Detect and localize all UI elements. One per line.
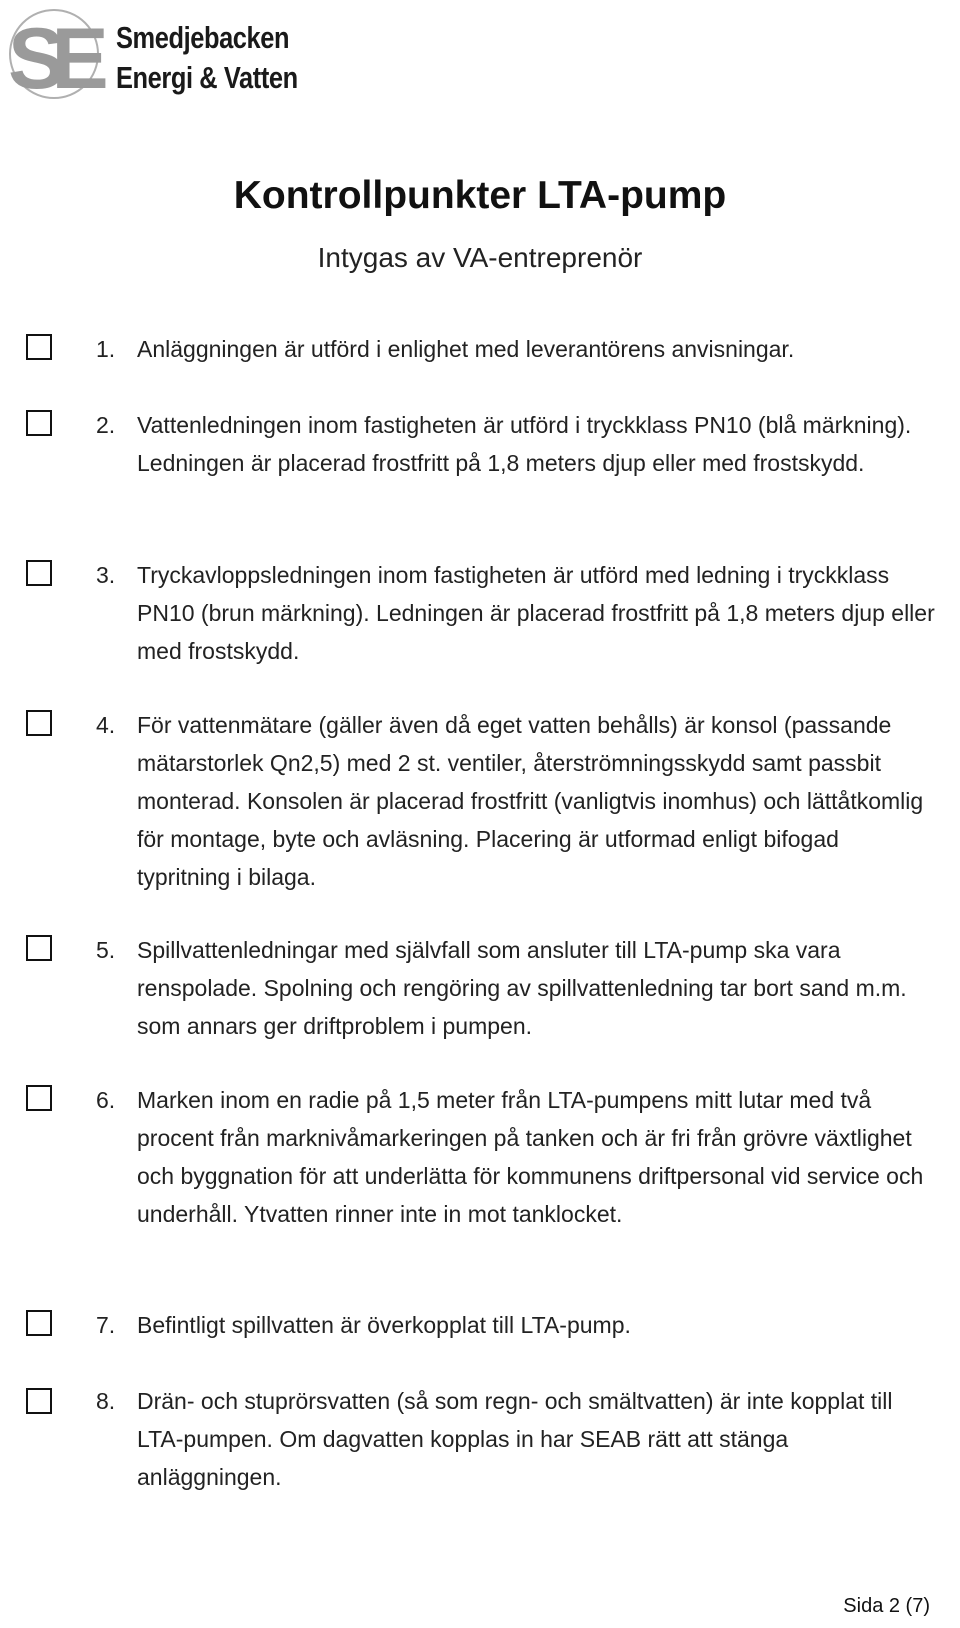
item-number: 6.: [96, 1087, 116, 1113]
logo-text-line1: Smedjebacken: [116, 20, 290, 55]
logo-text-line2: Energi & Vatten: [116, 60, 298, 95]
checkbox-item-4[interactable]: [26, 710, 52, 736]
item-text: Tryckavloppsledningen inom fastigheten är utförd med ledning i tryckklass PN10 (brun märkning). Ledningen är placerad frostfritt på 1,8 meters djup eller med frostskydd.: [137, 562, 935, 664]
checkbox-item-7[interactable]: [26, 1310, 52, 1336]
item-number: 4.: [96, 712, 116, 738]
page-title: Kontrollpunkter LTA-pump: [233, 174, 727, 217]
item-text: Anläggningen är utförd i enlighet med leverantörens anvisningar.: [137, 336, 795, 362]
checkbox-item-1[interactable]: [26, 334, 52, 360]
item-text: Befintligt spillvatten är överkopplat till LTA-pump.: [137, 1312, 631, 1338]
checkbox-item-3[interactable]: [26, 560, 52, 586]
item-number: 5.: [96, 937, 116, 963]
checkbox-item-6[interactable]: [26, 1085, 52, 1111]
item-number: 8.: [96, 1388, 116, 1414]
checkbox-item-2[interactable]: [26, 410, 52, 436]
item-number: 2.: [96, 412, 116, 438]
item-text: För vattenmätare (gäller även då eget vatten behålls) är konsol (passande mätarstorlek Qn2,5) med 2 st. ventiler, återströmningsskydd samt passbit monterad. Konsolen är placerad frostfritt (vanligtvis inomhus) och lättåtkomlig för montage, byte och avläsning. Placering är utformad enligt bifogad typritning i bilaga.: [137, 712, 924, 890]
item-number: 7.: [96, 1312, 116, 1338]
se-logo-mark: [6, 6, 116, 106]
checkbox-item-8[interactable]: [26, 1388, 52, 1414]
svg-text:SE: SE: [8, 11, 95, 106]
item-text: Drän- och stuprörsvatten (så som regn- och smältvatten) är inte kopplat till LTA-pumpen. Om dagvatten kopplas in har SEAB rätt att stänga anläggningen.: [137, 1388, 893, 1490]
page-number: Sida 2 (7): [843, 1595, 930, 1617]
item-text: Spillvattenledningar med självfall som ansluter till LTA-pump ska vara renspolade. Spolning och rengöring av spillvattenledning tar bort sand m.m. som annars ger driftproblem i pumpen.: [137, 937, 907, 1039]
item-number: 3.: [96, 562, 116, 588]
item-text: Marken inom en radie på 1,5 meter från LTA-pumpens mitt lutar med två procent från marknivåmarkeringen på tanken och är fri från grövre växtlighet och byggnation för att underlätta för kommunens driftpersonal vid service och underhåll. Ytvatten rinner inte in mot tanklocket.: [137, 1087, 924, 1227]
item-text: Vattenledningen inom fastigheten är utförd i tryckklass PN10 (blå märkning). Ledningen är placerad frostfritt på 1,8 meters djup eller med frostskydd.: [137, 412, 912, 476]
page-subtitle: Intygas av VA-entreprenör: [317, 242, 643, 273]
item-number: 1.: [96, 336, 116, 362]
company-logo: [6, 6, 306, 106]
checkbox-item-5[interactable]: [26, 935, 52, 961]
